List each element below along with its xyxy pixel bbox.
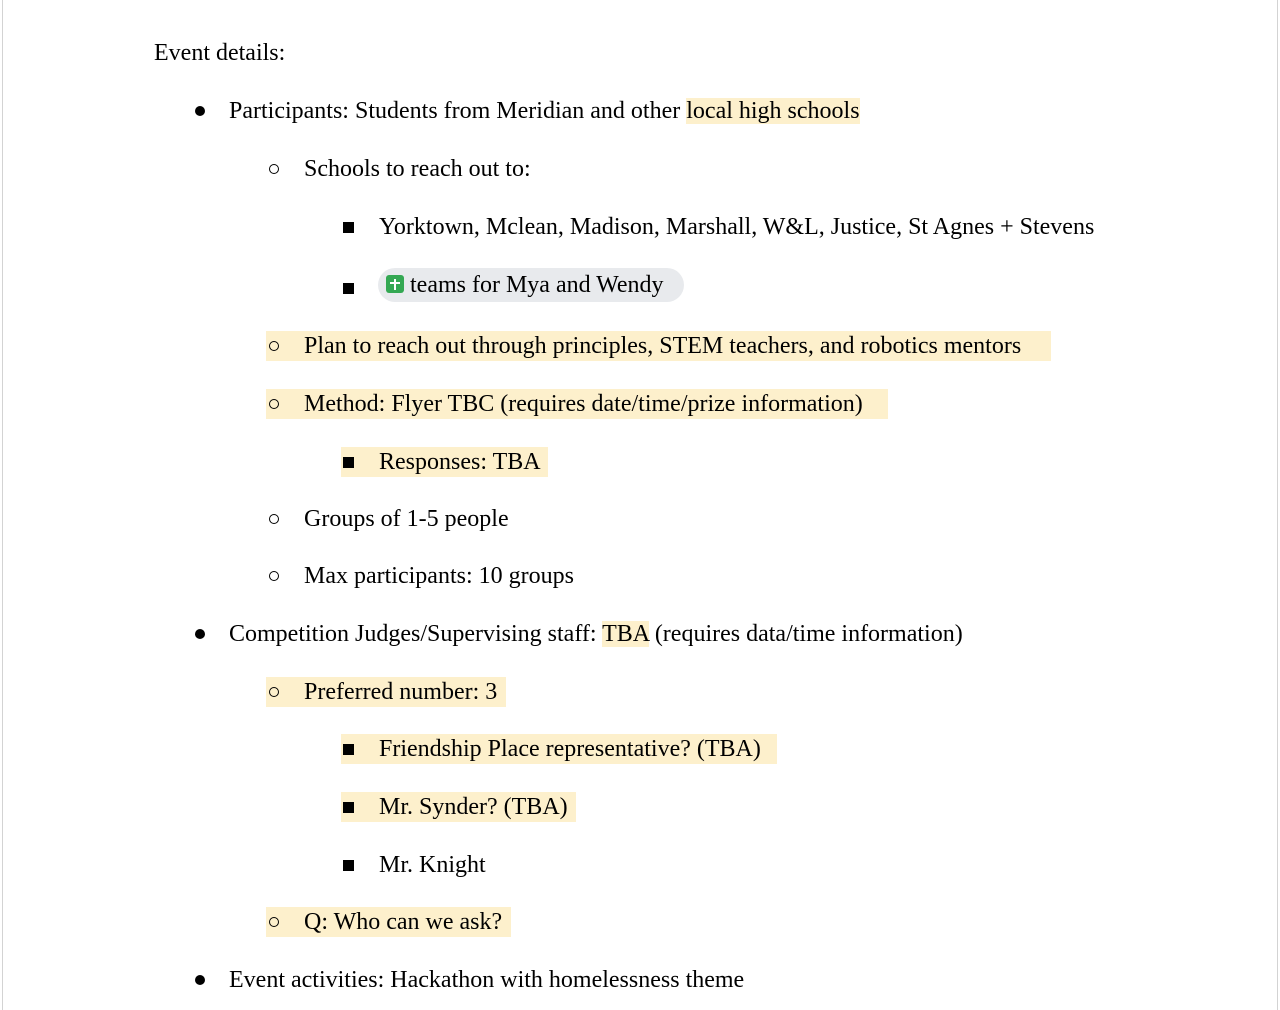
circle-bullet-icon [269, 514, 279, 524]
square-bullet-icon [343, 222, 354, 233]
section-heading [154, 38, 285, 68]
method-text: Method: Flyer TBC (requires date/time/prize information) [304, 391, 863, 417]
list-item-schools-to-reach[interactable] [3, 154, 1203, 184]
participants-highlight: local high schools [686, 98, 860, 124]
circle-bullet-icon [269, 917, 279, 927]
square-bullet-icon [343, 802, 354, 813]
list-item-participants[interactable] [3, 96, 1203, 126]
list-item-groups[interactable] [3, 504, 1203, 534]
list-item-preferred-number[interactable] [3, 677, 1203, 707]
circle-bullet-icon [269, 164, 279, 174]
disc-bullet-icon [195, 975, 205, 985]
schools-list-text: Yorktown, Mclean, Madison, Marshall, W&L, Justice, St Agnes + Stevens [379, 214, 1095, 240]
square-bullet-icon [343, 457, 354, 468]
max-participants-text: Max participants: 10 groups [304, 563, 574, 589]
square-bullet-icon [343, 283, 354, 294]
list-item-who-can-we-ask[interactable] [3, 907, 1203, 937]
square-bullet-icon [343, 744, 354, 755]
circle-bullet-icon [269, 687, 279, 697]
list-item-method[interactable] [3, 389, 1203, 419]
document-page [2, 0, 1278, 1010]
preferred-number-text: Preferred number: 3 [304, 679, 498, 705]
judges-highlight: TBA [602, 621, 649, 647]
list-item-max-participants[interactable] [3, 561, 1203, 591]
judges-suffix: (requires data/time information) [648, 621, 963, 647]
who-can-we-ask-text: Q: Who can we ask? [304, 909, 503, 935]
schools-to-reach-text: Schools to reach out to: [304, 156, 531, 182]
circle-bullet-icon [269, 399, 279, 409]
friendship-place-text: Friendship Place representative? (TBA) [379, 736, 761, 762]
circle-bullet-icon [269, 571, 279, 581]
file-link-chip-label: teams for Mya and Wendy [410, 272, 664, 298]
list-item-teams[interactable] [3, 271, 1203, 301]
disc-bullet-icon [195, 629, 205, 639]
file-link-chip[interactable] [378, 268, 684, 302]
participants-text: Participants: Students from Meridian and other [229, 98, 687, 124]
list-item-mr-knight[interactable] [3, 850, 1203, 880]
mr-synder-text: Mr. Synder? (TBA) [379, 794, 568, 820]
section-heading-text: Event details: [154, 40, 286, 66]
disc-bullet-icon [195, 106, 205, 116]
list-item-responses[interactable] [3, 447, 1203, 477]
plan-reach-text: Plan to reach out through principles, STEM teachers, and robotics mentors [304, 333, 1022, 359]
circle-bullet-icon [269, 341, 279, 351]
event-activities-text: Event activities: Hackathon with homelessness theme [229, 967, 745, 993]
list-item-mr-synder[interactable] [3, 792, 1203, 822]
mr-knight-text: Mr. Knight [379, 852, 486, 878]
list-item-friendship-place[interactable] [3, 734, 1203, 764]
square-bullet-icon [343, 860, 354, 871]
google-sheets-icon [386, 275, 404, 293]
responses-text: Responses: TBA [379, 449, 541, 475]
judges-text: Competition Judges/Supervising staff: [229, 621, 603, 647]
list-item-plan-reach[interactable] [3, 331, 1203, 361]
list-item-event-activities[interactable] [3, 965, 1203, 995]
groups-text: Groups of 1-5 people [304, 506, 509, 532]
list-item-judges[interactable] [3, 619, 1203, 649]
list-item-schools-list[interactable] [3, 212, 1203, 242]
